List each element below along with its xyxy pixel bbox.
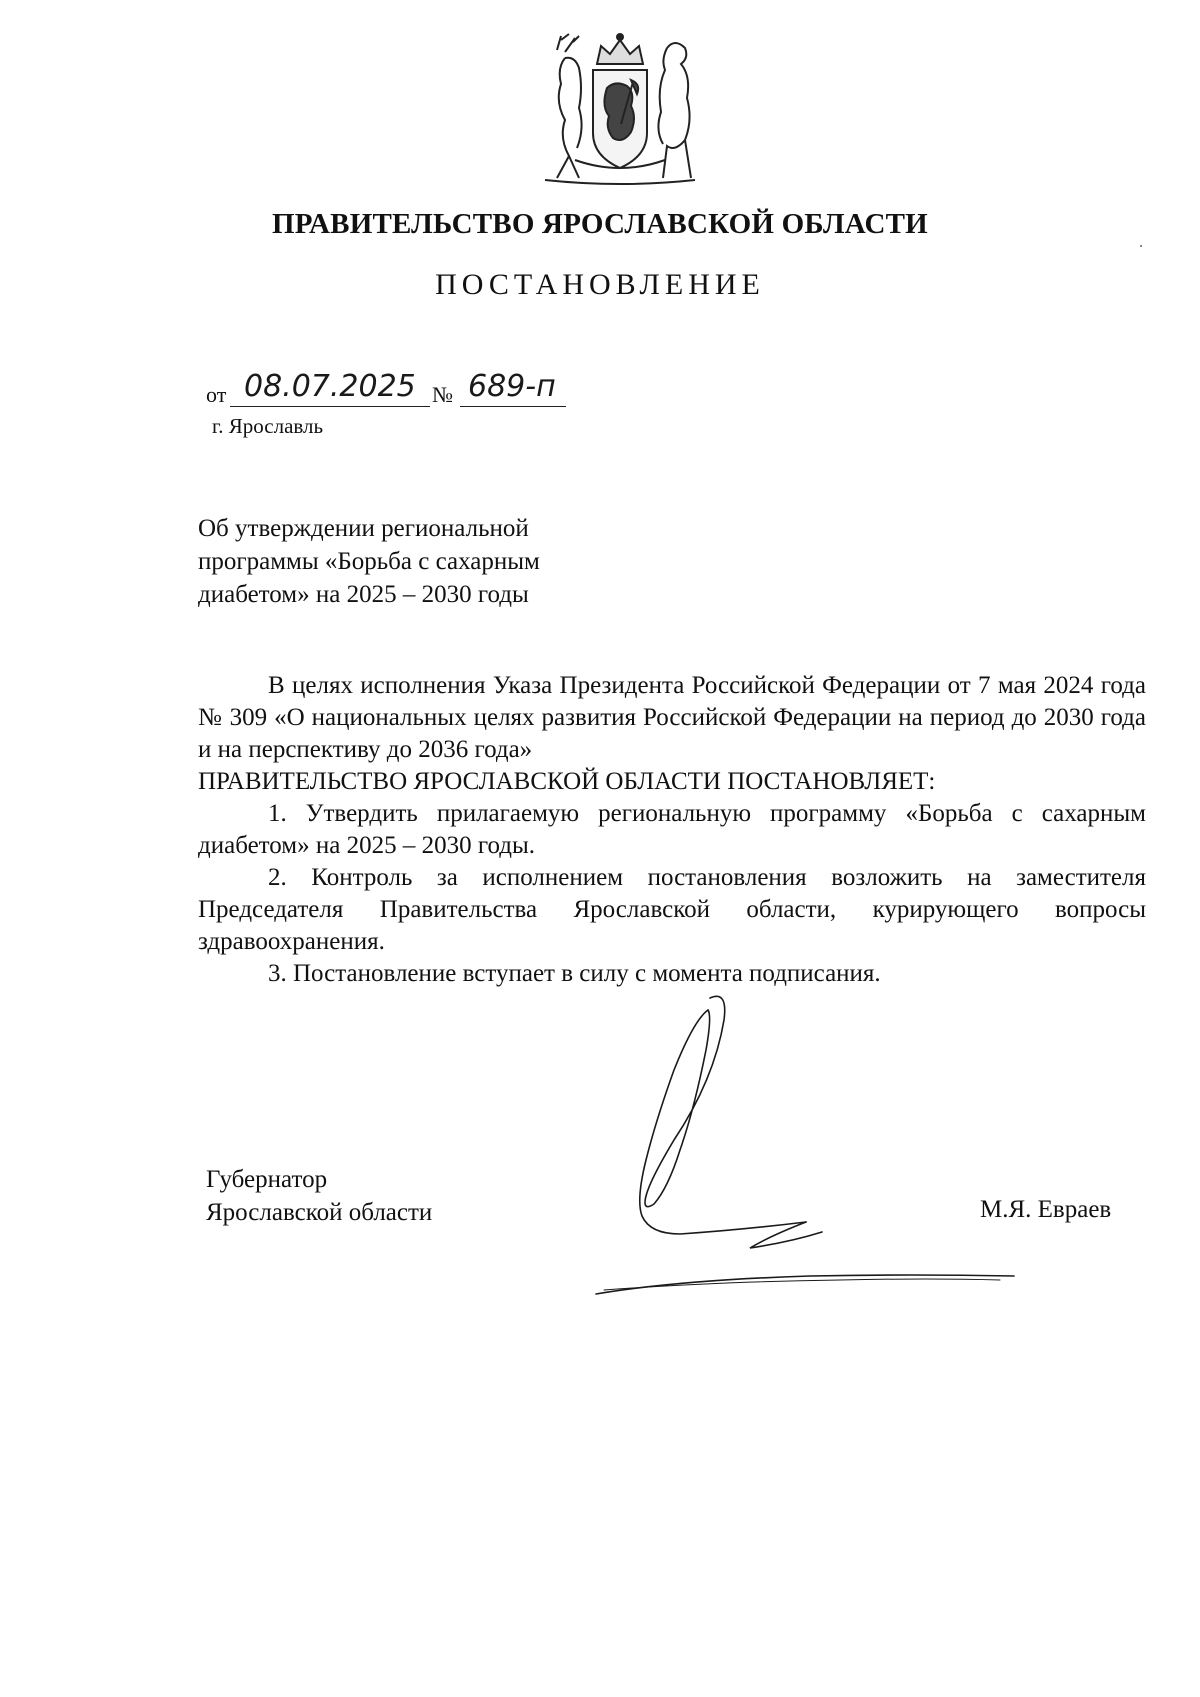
preamble: В целях исполнения Указа Президента Российской Федерации от 7 мая 2024 года № 309 «О национальных целях развития Российской Федерации на период до 2030 года и на перспективу до 2036 года» — [198, 672, 1146, 763]
scan-dot — [1140, 245, 1142, 247]
registration-line — [206, 368, 566, 412]
date-prefix: от — [206, 382, 227, 407]
government-title: ПРАВИТЕЛЬСТВО ЯРОСЛАВСКОЙ ОБЛАСТИ — [272, 208, 928, 240]
resolution-clause: ПРАВИТЕЛЬСТВО ЯРОСЛАВСКОЙ ОБЛАСТИ ПОСТАНОВЛЯЕТ: — [198, 768, 936, 795]
position-line: Губернатор — [206, 1166, 328, 1193]
position-line: Ярославской области — [206, 1199, 433, 1226]
document-subject — [198, 512, 618, 611]
number-underline — [460, 406, 566, 407]
date-value: 08.07.2025 — [244, 369, 416, 404]
number-prefix: № — [432, 382, 453, 407]
subject-line: Об утверждении региональной — [198, 515, 529, 542]
coat-of-arms-icon — [535, 28, 705, 188]
city: г. Ярославль — [212, 414, 324, 438]
handwritten-signature-icon — [590, 990, 1040, 1310]
document-type: ПОСТАНОВЛЕНИЕ — [435, 268, 765, 301]
subject-line: диабетом» на 2025 – 2030 годы — [198, 581, 529, 608]
date-underline — [230, 406, 430, 407]
resolution-item: 3. Постановление вступает в силу с момента подписания. — [268, 960, 881, 987]
number-value: 689-п — [468, 369, 556, 404]
signer-position — [206, 1163, 432, 1229]
resolution-item: 1. Утвердить прилагаемую региональную программу «Борьба с сахарным диабетом» на 2025 – 2030 годы. — [198, 800, 1146, 859]
signer-name: М.Я. Евраев — [980, 1196, 1112, 1223]
document-body — [198, 670, 1146, 990]
resolution-item: 2. Контроль за исполнением постановления возложить на заместителя Председателя Правительства Ярославской области, курирующего вопросы здравоохранения. — [198, 864, 1146, 955]
subject-line: программы «Борьба с сахарным — [198, 548, 540, 575]
